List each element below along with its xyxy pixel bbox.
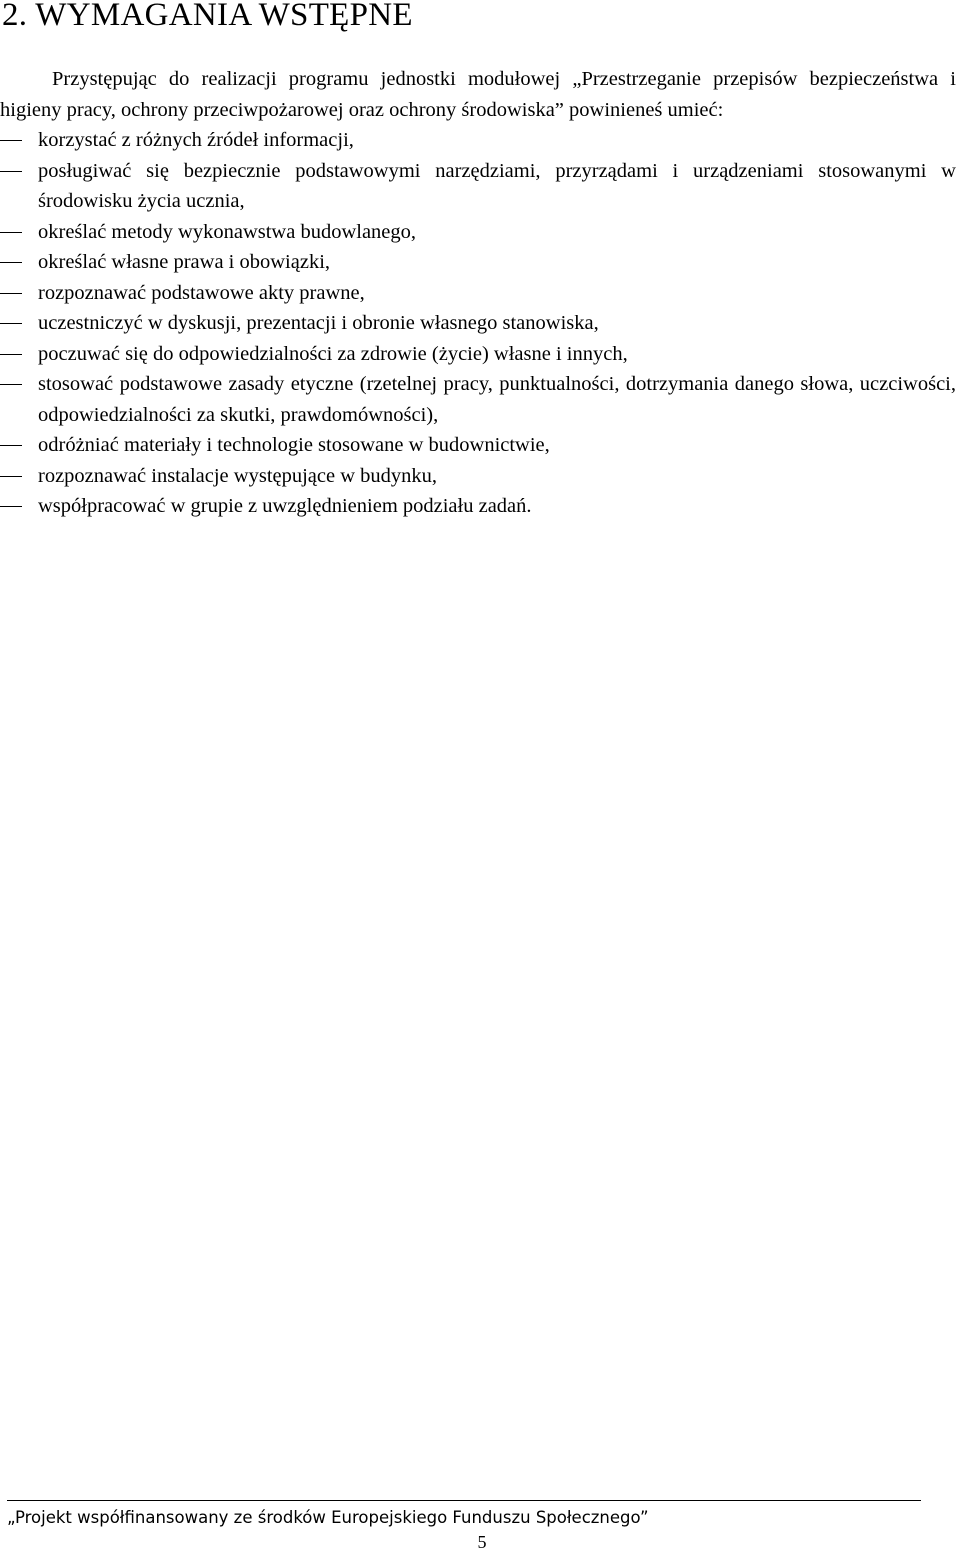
list-item [0,430,956,461]
list-item-text: uczestniczyć w dyskusji, prezentacji i obronie własnego stanowiska, [38,312,599,334]
footer-funding-note: „Projekt współfinansowany ze środków Europejskiego Funduszu Społecznego” [7,1508,649,1527]
list-item-text: stosować podstawowe zasady etyczne (rzetelnej pracy, punktualności, dotrzymania danego słowa, uczciwości, odpowiedzialności za skutki, prawdomówności), [38,373,956,426]
page-number: 5 [477,1532,487,1552]
dash-bullet-icon [0,369,22,399]
list-item [0,339,956,370]
list-item-text: poczuwać się do odpowiedzialności za zdrowie (życie) własne i innych, [38,342,628,365]
list-item-text: korzystać z różnych źródeł informacji, [38,129,354,151]
list-item-text: współpracować w grupie z uwzględnieniem podziału zadań. [38,495,532,517]
section-title: 2. WYMAGANIA WSTĘPNE [2,0,413,33]
dash-bullet-icon [0,308,22,338]
dash-bullet-icon [0,461,22,491]
list-item-text: rozpoznawać instalacje występujące w budynku, [38,464,438,487]
list-item [0,156,956,217]
list-item [0,369,956,430]
dash-bullet-icon [0,156,22,186]
list-item-text: rozpoznawać podstawowe akty prawne, [38,281,365,304]
list-item [0,125,956,156]
dash-bullet-icon [0,217,22,247]
requirements-list [0,125,956,522]
list-item-text: określać metody wykonawstwa budowlanego, [38,220,417,243]
dash-bullet-icon [0,247,22,277]
dash-bullet-icon [0,430,22,460]
list-item-text: odróżniać materiały i technologie stosowane w budownictwie, [38,434,550,456]
list-item [0,491,956,522]
list-item [0,308,956,339]
list-item [0,217,956,248]
dash-bullet-icon [0,278,22,308]
dash-bullet-icon [0,125,22,155]
main-content [0,64,956,522]
list-item-text: posługiwać się bezpiecznie podstawowymi narzędziami, przyrządami i urządzeniami stosowanymi w środowisku życia ucznia, [38,159,956,212]
dash-bullet-icon [0,339,22,369]
list-item [0,247,956,278]
list-item [0,278,956,309]
list-item-text: określać własne prawa i obowiązki, [38,251,331,273]
intro-paragraph: Przystępując do realizacji programu jednostki modułowej „Przestrzeganie przepisów bezpieczeństwa i higieny pracy, ochrony przeciwpożarowej oraz ochrony środowiska” powinieneś umieć: [0,68,956,121]
list-item [0,461,956,492]
dash-bullet-icon [0,491,22,521]
footer-divider [7,1500,921,1501]
